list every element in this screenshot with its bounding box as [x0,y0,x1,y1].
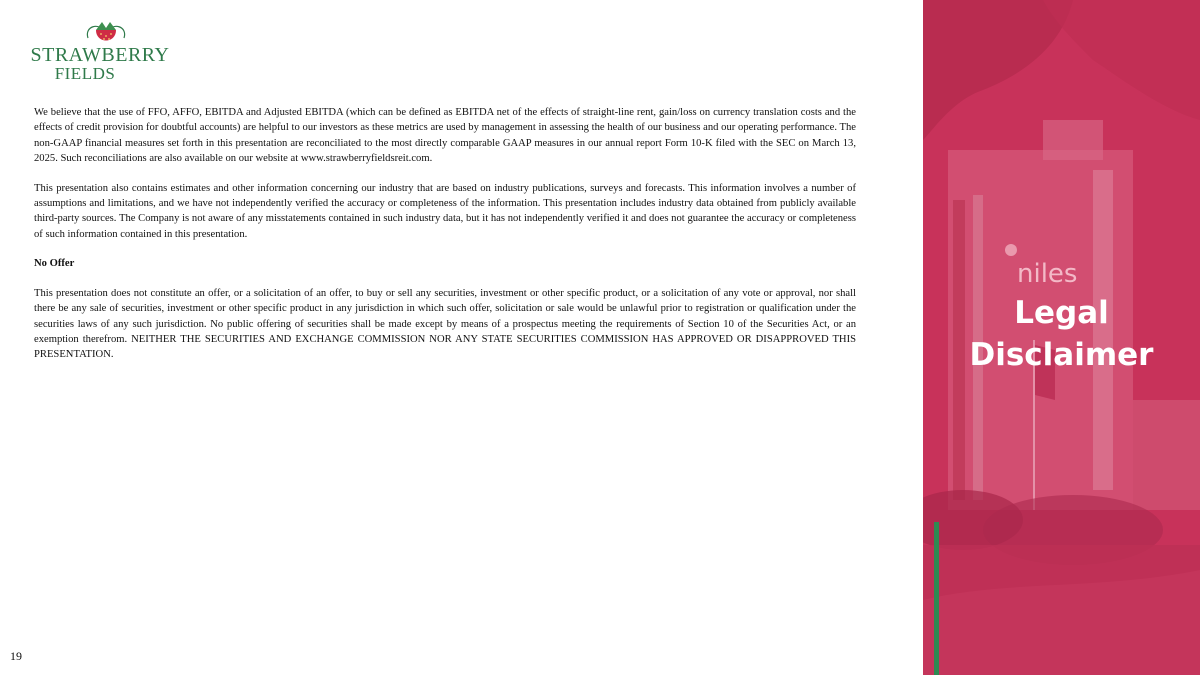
title-panel [923,0,1200,675]
non-gaap-paragraph: We believe that the use of FFO, AFFO, EBITDA and Adjusted EBITDA (which can be defined as EBITDA net of the effects of straight-line rent, gain/loss on currency translation costs and the effects of credit provision for doubtful accounts) are helpful to our investors as these metrics are used by management in assessing the health of our business and our operating performance. The non-GAAP financial measures set forth in this presentation are reconciliated to the most directly comparable GAAP measures in our annual report Form 10-K filed with the SEC on March 13, 2025. Such reconciliations are also available on our website at www.strawberryfieldsreit.com. [34,107,856,164]
slide-title-line1: Legal [1014,295,1109,331]
industry-data-paragraph: This presentation also contains estimates and other information concerning our industry that are based on industry publications, surveys and forecasts. This information involves a number of assumptions and limitations, and we have not independently verified the accuracy or completeness of the information. This presentation includes industry data obtained from publicly available third-party sources. The Company is not aware of any misstatements contained in such industry data, but it has not independently verified it and does not guarantee the accuracy or completeness of such information contained in this presentation. [34,182,856,240]
slide-title-line2: Disclaimer [969,337,1154,373]
building-sign-text: niles [1017,259,1078,289]
disclaimer-body [34,105,856,377]
logo-wordmark-bottom: FIELDS [54,64,116,83]
accent-bar [934,522,939,675]
company-logo [30,18,170,84]
page-number: 19 [10,649,22,663]
no-offer-paragraph: This presentation does not constitute an offer, or a solicitation of an offer, to buy or sell any securities, investment or other specific product, or a solicitation of any vote or approval, nor shall there be any sale of securities, investment or other specific product in any jurisdiction in which such offer, solicitation or sale would be unlawful prior to registration or qualification under the securities laws of any such jurisdiction. No public offering of securities shall be made except by means of a prospectus meeting the requirements of Section 10 of the Securities Act, or an exemption therefrom. NEITHER THE SECURITIES AND EXCHANGE COMMISSION NOR ANY STATE SECURITIES COMMISSION HAS APPROVED OR DISAPPROVED THIS PRESENTATION. [34,288,856,361]
no-offer-heading: No Offer [34,258,75,270]
logo-wordmark-top: STRAWBERRY [30,44,170,66]
slide-title [923,292,1200,376]
